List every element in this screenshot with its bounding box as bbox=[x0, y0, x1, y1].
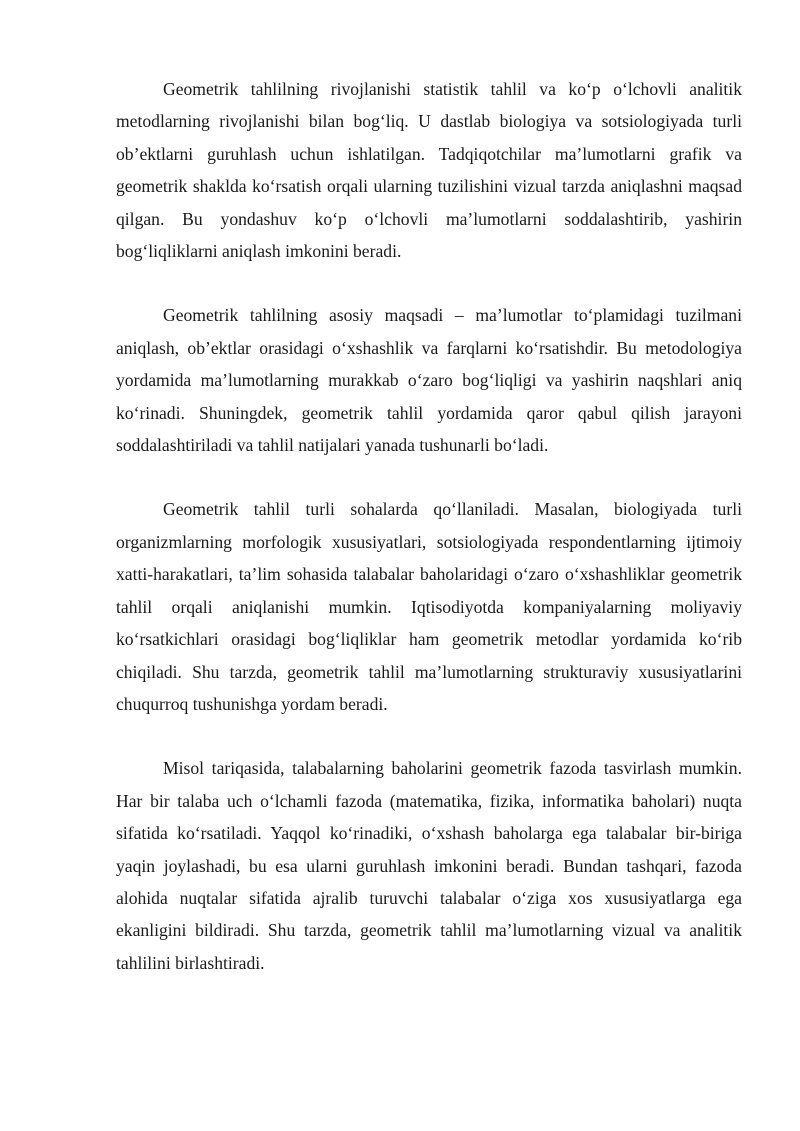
paragraph-1: Geometrik tahlilning rivojlanishi statistik tahlil va koʻp oʻlchovli analitik metodlarning rivojlanishi bilan bogʻliq. U dastlab biologiya va sotsiologiyada turli obʼektlarni guruhlash uchun ishlatilgan. Tadqiqotchilar maʼlumotlarni grafik va geometrik shaklda koʻrsatish orqali ularning tuzilishini vizual tarzda aniqlashni maqsad qilgan. Bu yondashuv koʻp oʻlchovli maʼlumotlarni soddalashtirib, yashirin bogʻliqliklarni aniqlash imkonini beradi. bbox=[116, 79, 742, 262]
paragraph-3: Geometrik tahlil turli sohalarda qoʻllaniladi. Masalan, biologiyada turli organizmlarning morfologik xususiyatlari, sotsiologiyada respondentlarning ijtimoiy xatti-harakatlari, taʼlim sohasida talabalar baholaridagi oʻzaro oʻxshashliklar geometrik tahlil orqali aniqlanishi mumkin. Iqtisodiyotda kompaniyalarning moliyaviy koʻrsatkichlari orasidagi bogʻliqliklar ham geometrik metodlar yordamida koʻrib chiqiladi. Shu tarzda, geometrik tahlil maʼlumotlarning strukturaviy xususiyatlarini chuqurroq tushunishga yordam beradi. bbox=[116, 499, 742, 714]
paragraph-2: Geometrik tahlilning asosiy maqsadi – maʼlumotlar toʻplamidagi tuzilmani aniqlash, obʼektlar orasidagi oʻxshashlik va farqlarni koʻrsatishdir. Bu metodologiya yordamida maʼlumotlarning murakkab oʻzaro bogʻliqligi va yashirin naqshlari aniq koʻrinadi. Shuningdek, geometrik tahlil yordamida qaror qabul qilish jarayoni soddalashtiriladi va tahlil natijalari yanada tushunarli boʻladi. bbox=[116, 305, 742, 456]
document-body bbox=[116, 73, 742, 1011]
paragraph-4: Misol tariqasida, talabalarning baholarini geometrik fazoda tasvirlash mumkin. Har bir talaba uch oʻlchamli fazoda (matematika, fizika, informatika baholari) nuqta sifatida koʻrsatiladi. Yaqqol koʻrinadiki, oʻxshash baholarga ega talabalar bir-biriga yaqin joylashadi, bu esa ularni guruhlash imkonini beradi. Bundan tashqari, fazoda alohida nuqtalar sifatida ajralib turuvchi talabalar oʻziga xos xususiyatlarga ega ekanligini bildiradi. Shu tarzda, geometrik tahlil maʼlumotlarning vizual va analitik tahlilini birlashtiradi. bbox=[116, 758, 742, 973]
